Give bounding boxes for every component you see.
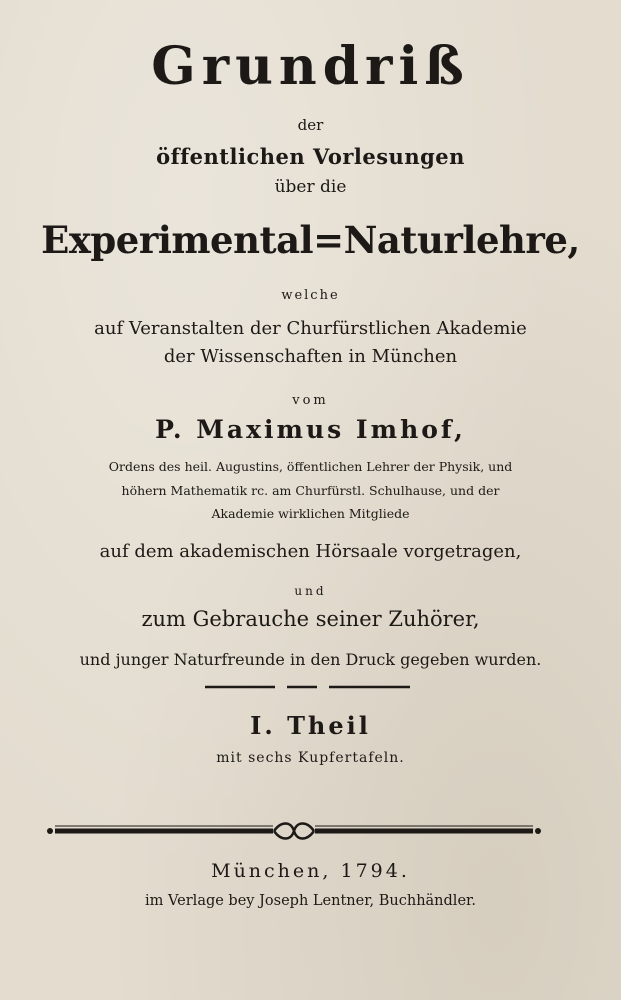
publisher-line: im Verlage bey Joseph Lentner, Buchhändler. bbox=[145, 893, 476, 909]
subject-title: Experimental=Naturlehre, bbox=[41, 218, 580, 262]
line-welche: welche bbox=[281, 288, 340, 303]
author-description-1: Ordens des heil. Augustins, öffentlichen Lehrer der Physik, und bbox=[108, 459, 513, 474]
author-name: P. Maximus Imhof, bbox=[155, 415, 466, 444]
author-description-3: Akademie wirklichen Mitgliede bbox=[211, 506, 410, 521]
line-vom: vom bbox=[292, 393, 329, 408]
line-veranstalten: auf Veranstalten der Churfürstlichen Akademie bbox=[94, 318, 527, 339]
short-divider bbox=[205, 683, 415, 691]
line-gebrauche: zum Gebrauche seiner Zuhörer, bbox=[141, 607, 480, 631]
line-ueber-die: über die bbox=[274, 177, 347, 197]
line-hoersaale: auf dem akademischen Hörsaale vorgetragen, bbox=[99, 541, 522, 562]
main-title: Grundriß bbox=[151, 36, 470, 97]
line-naturfreunde: und junger Naturfreunde in den Druck gegeben wurden. bbox=[79, 650, 542, 669]
ornamental-rule bbox=[45, 820, 543, 842]
place-and-year: München, 1794. bbox=[211, 860, 410, 882]
line-wissenschaften: der Wissenschaften in München bbox=[163, 346, 458, 367]
line-und: und bbox=[294, 584, 327, 598]
plates-note: mit sechs Kupfertafeln. bbox=[216, 750, 405, 766]
rule-ornament bbox=[274, 824, 314, 839]
line-public-lectures: öffentlichen Vorlesungen bbox=[156, 144, 465, 169]
part-number: I. Theil bbox=[250, 711, 371, 740]
rule-end-dot bbox=[47, 828, 53, 834]
author-description-2: höhern Mathematik rc. am Churfürstl. Schulhause, und der bbox=[121, 483, 500, 498]
line-der: der bbox=[297, 116, 324, 134]
rule-end-dot bbox=[535, 828, 541, 834]
